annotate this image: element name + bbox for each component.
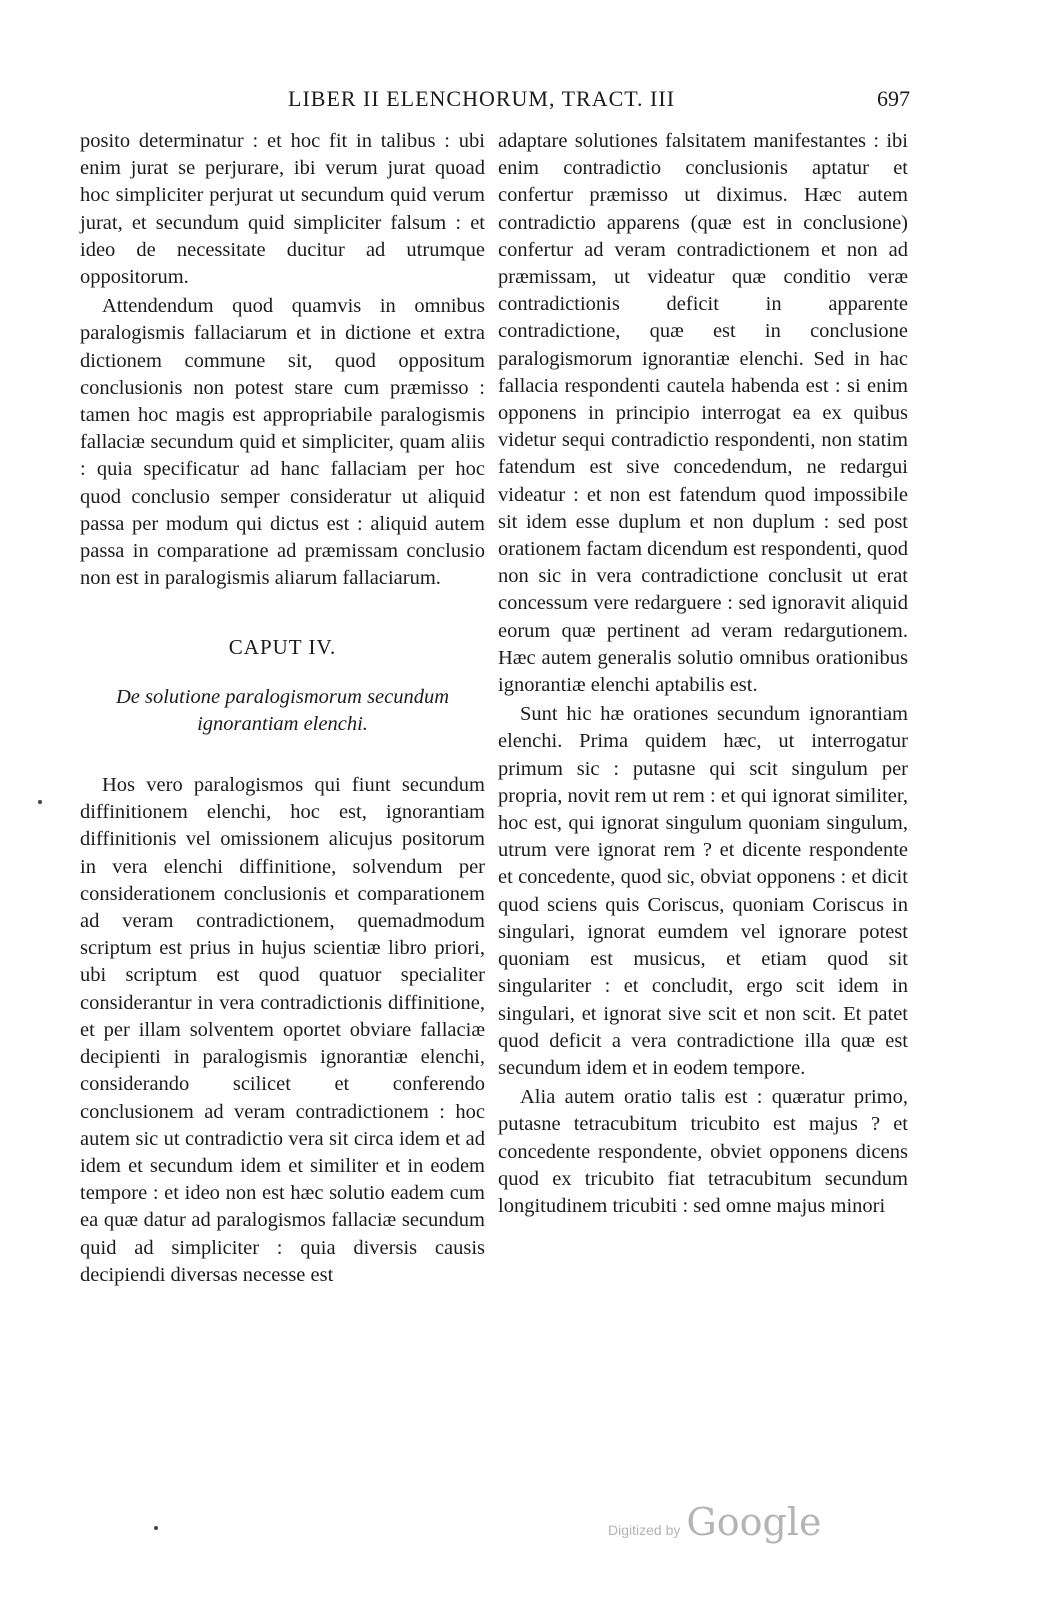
- speck: [38, 800, 42, 804]
- left-column: [80, 128, 485, 1289]
- paragraph: posito determinatur : et hoc fit in talibus : ubi enim jurat se perjurare, ibi verum jurat quoad hoc simpliciter perjurat ut secundum quid verum jurat, et secundum quid simpliciter falsum : et ideo de necessitate ducitur ad utrumque oppositorum.: [80, 130, 485, 289]
- paragraph: Attendendum quod quamvis in omnibus paralogismis fallaciarum et in dictione et extra dictionem commune sit, quod oppositum conclusionis non potest stare cum præmisso : tamen hoc magis est appropriabile paralogismis fallaciæ secundum quid et simpliciter, quam aliis : quia specificatur ad hanc fallaciam per hoc quod conclusio semper consideratur ut aliquid passa per modum qui dictus est : aliquid autem passa in comparatione ad præmissam conclusio non est in paralogismis aliarum fallaciarum.: [80, 295, 485, 590]
- digitization-watermark: [608, 1500, 821, 1550]
- chapter-subtitle-line: ignorantiam elenchi.: [197, 712, 368, 735]
- page-number: 697: [877, 86, 910, 111]
- watermark-prefix: Digitized by: [608, 1522, 681, 1538]
- paragraph: Hos vero paralogismos qui fiunt secundum diffinitionem elenchi, hoc est, ignorantiam diffinitionis vel omissionem alicujus positorum in vera elenchi diffinitione, solvendum per considerationem conclusionis et comparationem ad veram contradictionem, quemadmodum scriptum est prius in hujus scientiæ libro priori, ubi scriptum est quod quatuor specialiter considerantur in vera contradictionis diffinitione, et per illam solventem oportet obviare fallaciæ decipienti in paralogismis ignorantiæ elenchi, considerando scilicet et conferendo conclusionem ad veram contradictionem : hoc autem sic ut contradictio vera sit circa idem et ad idem et secundum idem et similiter et in eodem tempore : et ideo non est hæc solutio eadem cum ea quæ datur ad paralogismos fallaciæ secundum quid ad simpliciter : quia diversis causis decipiendi diversas necesse est: [80, 774, 485, 1286]
- paragraph: Sunt hic hæ orationes secundum ignorantiam elenchi. Prima quidem hæc, ut interrogatur primum sic : putasne qui scit singulum per propria, novit rem ut rem : et qui ignorat similiter, hoc est, qui ignorat singulum quoniam singulum, utrum vere ignorat rem ? et dicente respondente et concedente, quod sic, obviat opponens : et dicit quod sciens quis Coriscus, quoniam Coriscus in singulari, ignorat eumdem vel ignorare potest quoniam est musicus, et etiam quod sit singulariter : et concludit, ergo scit idem in singulari, et ignorat sive scit et non scit. Et patet quod deficit a vera contradictione illa quæ est secundum idem et in eodem tempore.: [498, 703, 908, 1079]
- chapter-subtitle-line: De solutione paralogismorum secundum: [115, 685, 450, 708]
- speck: [154, 1526, 158, 1530]
- running-title: LIBER II ELENCHORUM, TRACT. III: [288, 86, 676, 111]
- paragraph: Alia autem oratio talis est : quæratur primo, putasne tetracubitum tricubito est majus ? et concedente respondente, obviet opponens dicens quod ex tricubito fiat tetracubitum secundum longitudinem tricubiti : sed omne majus minori: [498, 1086, 908, 1217]
- chapter-title: CAPUT IV.: [228, 635, 337, 660]
- right-column: [498, 128, 908, 1220]
- page-header: [80, 86, 910, 120]
- chapter-subtitle: [80, 684, 485, 738]
- watermark-brand: Google: [686, 1500, 822, 1544]
- paragraph: adaptare solutiones falsitatem manifestantes : ibi enim contradictio conclusionis aptatur et confertur præmisso ut diximus. Hæc autem contradictio apparens (quæ est in conclusione) confertur ad veram contradictionem et non ad præmissam, ut videatur quæ conditio veræ contradictionis deficit in apparente contradictione, quæ est in conclusione paralogismorum ignorantiæ elenchi. Sed in hac fallacia respondenti cautela habenda est : si enim opponens in principio interrogat ea ex quibus videtur sequi contradictio respondenti, non statim fatendum est sive concedendum, ne redargui videatur : et non est fatendum quod impossibile sit idem esse duplum et non duplum : sed post orationem factam dicendum est respondenti, quod non sic in vera contradictione conclusit ut erat concessum vere redarguere : sed ignoravit aliquid eorum quæ pertinent ad veram redargutionem. Hæc autem generalis solutio omnibus orationibus ignorantiæ elenchi aptabilis est.: [498, 130, 908, 697]
